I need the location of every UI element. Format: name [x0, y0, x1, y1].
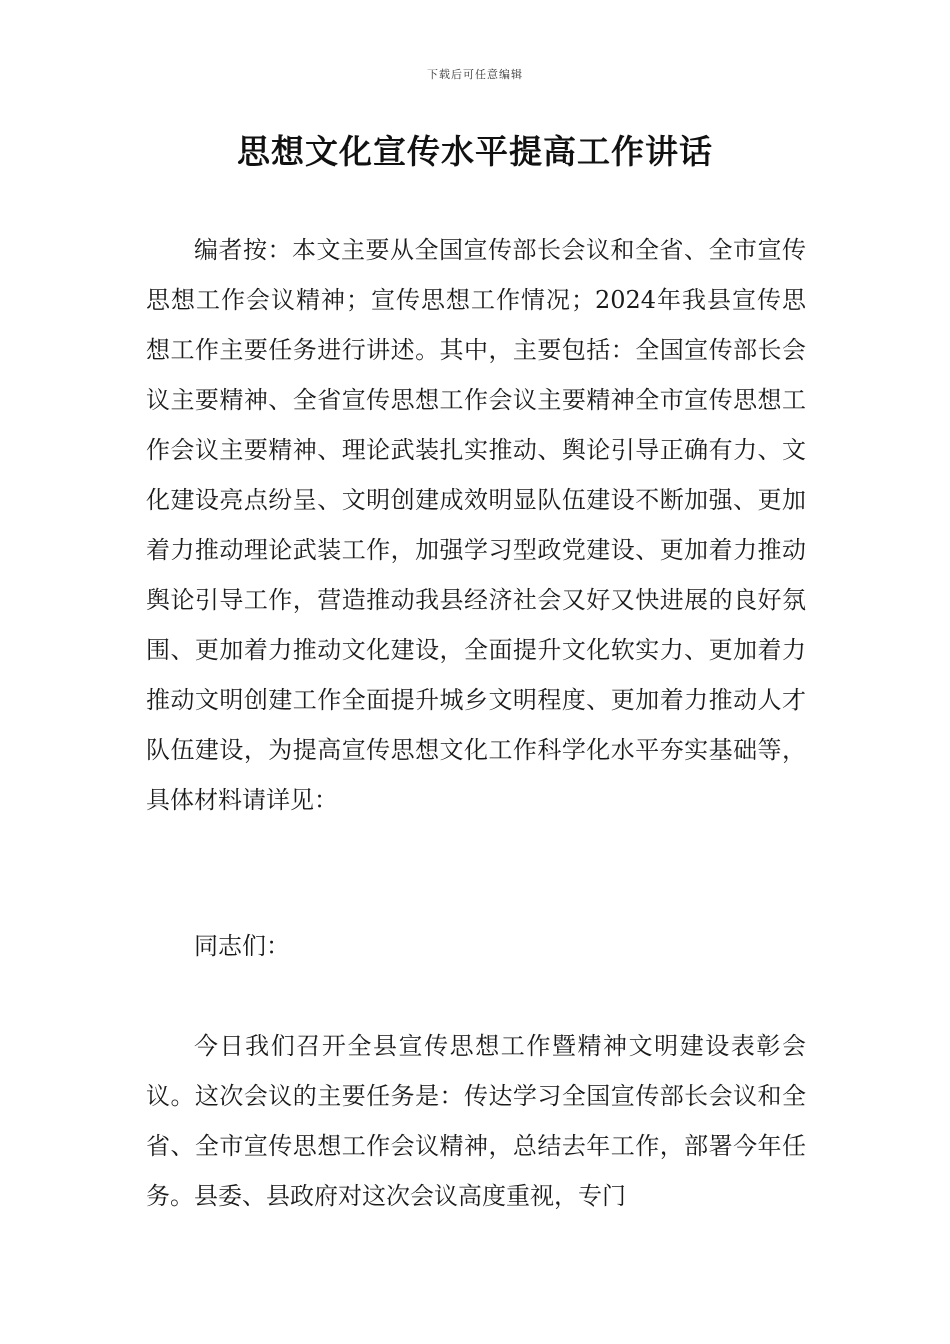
opening-paragraph: 今日我们召开全县宣传思想工作暨精神文明建设表彰会议。这次会议的主要任务是：传达学习全国宣传部长会议和全省、全市宣传思想工作会议精神，总结去年工作，部署今年任务。县委、县政府对这次会议高度重视，专门 [146, 1032, 806, 1210]
document-title: 思想文化宣传水平提高工作讲话 [237, 132, 713, 171]
editor-note-paragraph: 编者按：本文主要从全国宣传部长会议和全省、全市宣传思想工作会议精神；宣传思想工作情况；2024年我县宣传思想工作主要任务进行讲述。其中，主要包括：全国宣传部长会议主要精神、全省宣传思想工作会议主要精神全市宣传思想工作会议主要精神、理论武装扎实推动、舆论引导正确有力、文化建设亮点纷呈、文明创建成效明显队伍建设不断加强、更加着力推动理论武装工作，加强学习型政党建设、更加着力推动舆论引导工作，营造推动我县经济社会又好又快进展的良好氛围、更加着力推动文化建设，全面提升文化软实力、更加着力推动文明创建工作全面提升城乡文明程度、更加着力推动人才队伍建设，为提高宣传思想文化工作科学化水平夯实基础等，具体材料请详见： [146, 236, 806, 814]
greeting-paragraph: 同志们： [194, 932, 290, 960]
header-note: 下载后可任意编辑 [427, 68, 523, 81]
